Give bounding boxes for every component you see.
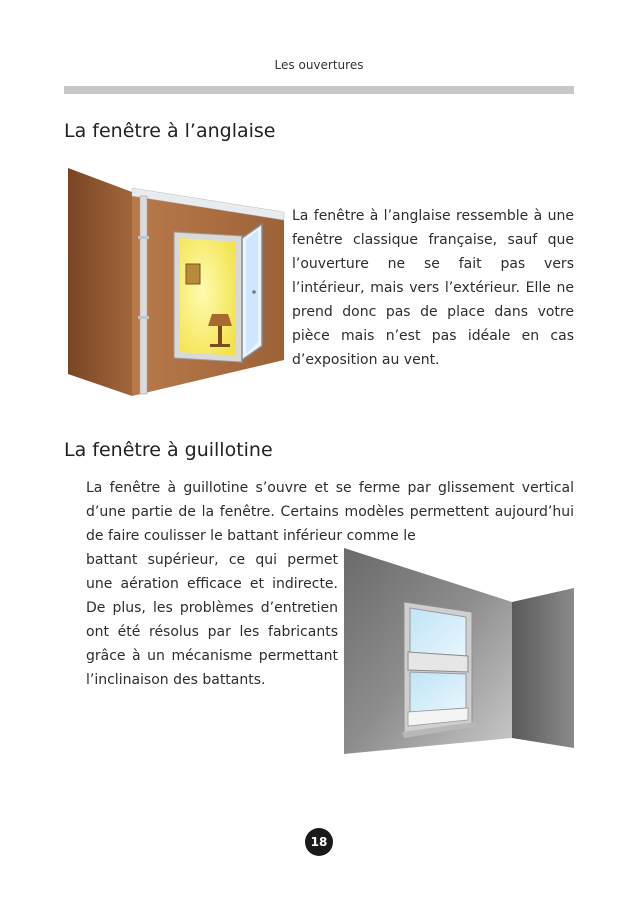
running-header: Les ouvertures [274, 58, 364, 72]
section-title-sash-window: La fenêtre à guillotine [64, 439, 273, 461]
sash-window-description-top: La fenêtre à guillotine s’ouvre et se ferme par glissement vertical d’une partie de la fenêtre. Certains modèles permettent aujourd’hui de faire coulisser le battant inférieur comme le [86, 480, 574, 544]
sash-window-illustration [340, 548, 576, 754]
section-title-english-window: La fenêtre à l’anglaise [64, 120, 276, 142]
sash-window-description-side: battant supérieur, ce qui permet une aération efficace et indirecte. De plus, les problèmes d’entretien ont été résolus par les fabricants grâce à un mécanisme permettant l’inclinaison des battants. [86, 552, 338, 688]
page-number-badge: 18 [305, 828, 333, 856]
header-rule [64, 86, 574, 94]
english-window-illustration [66, 166, 286, 402]
english-window-description: La fenêtre à l’anglaise ressemble à une fenêtre classique française, sauf que l’ouverture ne se fait pas vers l’intérieur, mais vers l’extérieur. Elle ne prend donc pas de place dans votre pièce mais n’est pas idéale en cas d’exposition au vent. [292, 208, 574, 368]
